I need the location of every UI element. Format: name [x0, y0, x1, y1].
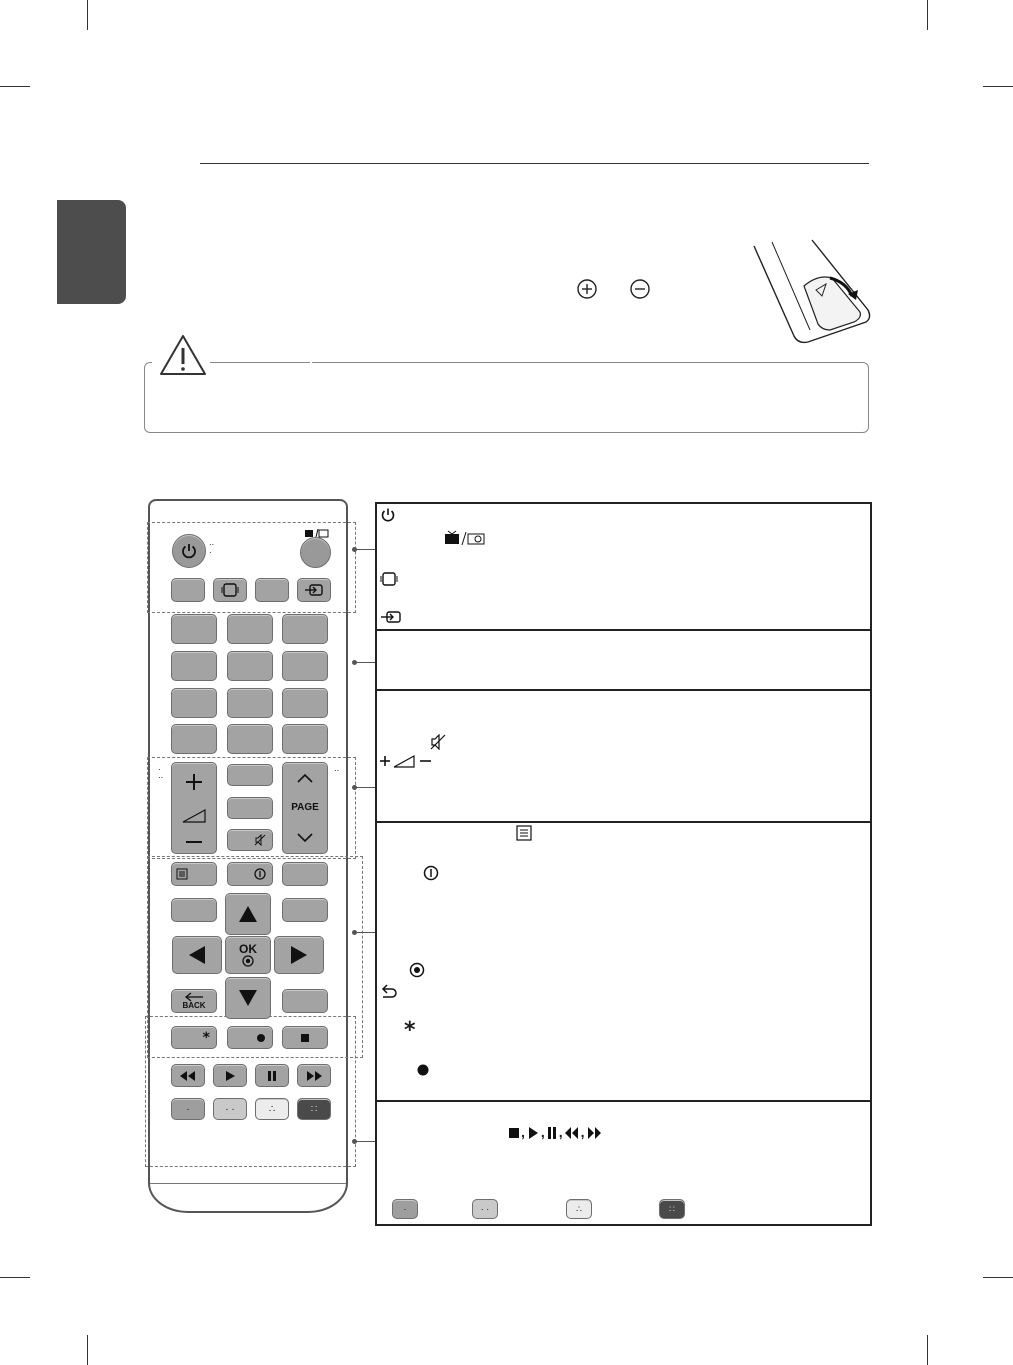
- info-button[interactable]: [227, 862, 273, 886]
- page-dots: ∙∙: [334, 765, 340, 775]
- crop-mark: [927, 1335, 928, 1365]
- rewind-icon: [179, 1070, 197, 1082]
- arrow-right-button[interactable]: [274, 936, 324, 974]
- leader-line: [354, 662, 375, 663]
- power-icon: [380, 507, 396, 523]
- number-button[interactable]: [171, 651, 217, 681]
- tv-radio-button[interactable]: [300, 537, 331, 568]
- arrow-up-button[interactable]: [225, 893, 271, 935]
- input-icon: [380, 610, 402, 624]
- volume-dots: ∙ ∙∙: [158, 764, 164, 782]
- pause-icon: [546, 1126, 558, 1140]
- leader-line: [354, 932, 375, 933]
- crop-mark: [983, 86, 1013, 87]
- teletext-icon: [516, 825, 532, 841]
- minus-icon: [183, 839, 205, 845]
- page-rocker[interactable]: [282, 762, 328, 854]
- crop-mark: [927, 0, 928, 30]
- number-button[interactable]: [227, 688, 273, 718]
- crop-mark: [0, 1277, 30, 1278]
- arrow-left-icon: [187, 944, 207, 966]
- volume-icon: [181, 808, 207, 824]
- pause-icon: [266, 1070, 278, 1082]
- yellow-button[interactable]: ∴: [255, 1098, 289, 1120]
- panel-divider: [375, 689, 872, 691]
- asterisk-icon: *: [404, 1018, 416, 1043]
- panel-divider: [375, 821, 872, 823]
- chevron-up-icon: [295, 772, 315, 784]
- play-button[interactable]: [213, 1064, 247, 1087]
- fast-forward-button[interactable]: [297, 1064, 331, 1087]
- volume-icon: [378, 753, 434, 769]
- language-tab: [57, 200, 126, 304]
- blue-button[interactable]: ∷: [297, 1098, 331, 1120]
- number-button[interactable]: [282, 651, 328, 681]
- number-button[interactable]: [282, 688, 328, 718]
- remote-bottom-line: [150, 1183, 346, 1184]
- back-icon: [380, 984, 398, 998]
- rewind-button[interactable]: [171, 1064, 205, 1087]
- fast-forward-icon: [586, 1126, 602, 1140]
- number-button[interactable]: [282, 614, 328, 644]
- teletext-button[interactable]: [171, 862, 217, 886]
- page-label: PAGE: [291, 802, 319, 814]
- play-icon: [526, 1126, 540, 1140]
- input-button[interactable]: [297, 578, 331, 602]
- leader-dot: [352, 930, 357, 935]
- panel-divider: [375, 1100, 872, 1102]
- mute-icon: [254, 834, 266, 846]
- power-icon: [180, 542, 198, 560]
- number-button[interactable]: [227, 614, 273, 644]
- stop-button[interactable]: [282, 1026, 328, 1049]
- leader-dot: [352, 785, 357, 790]
- media-symbol-list: , , , ,: [508, 1124, 602, 1140]
- mute-icon: [430, 734, 446, 750]
- play-icon: [224, 1070, 236, 1082]
- remote-button-1[interactable]: [171, 578, 205, 602]
- blue-button-legend: ∷: [659, 1199, 685, 1219]
- remote-button-nav-3[interactable]: [282, 862, 328, 886]
- ok-icon: [242, 955, 254, 967]
- leader-line: [354, 549, 375, 550]
- chevron-down-icon: [295, 832, 315, 844]
- fast-forward-icon: [305, 1070, 323, 1082]
- ok-button[interactable]: [225, 936, 271, 974]
- arrow-up-icon: [237, 904, 259, 924]
- description-panel: [375, 502, 872, 1226]
- remote-button-middle-2[interactable]: [227, 797, 273, 819]
- power-dots: ∙∙ ∙: [209, 539, 215, 557]
- header-rule: [200, 163, 869, 164]
- teletext-icon: [176, 868, 188, 880]
- tv-radio-icon: [444, 530, 486, 546]
- pause-button[interactable]: [255, 1064, 289, 1087]
- info-icon: [254, 868, 266, 880]
- remote-button-middle-1[interactable]: [227, 764, 273, 786]
- remote-button-nav-9[interactable]: [282, 989, 328, 1013]
- number-button[interactable]: [282, 724, 328, 754]
- plus-circle-icon: [576, 278, 598, 300]
- input-icon: [304, 583, 324, 597]
- ratio-button[interactable]: [213, 578, 247, 602]
- stop-icon: [300, 1033, 310, 1043]
- leader-line: [354, 1141, 375, 1142]
- ratio-icon: [380, 571, 398, 587]
- crop-mark: [983, 1277, 1013, 1278]
- remote-battery-cover-illustration: [748, 238, 873, 346]
- asterisk-icon: *: [202, 1029, 210, 1046]
- crop-mark: [87, 0, 88, 30]
- ratio-icon: [221, 582, 239, 598]
- green-button-legend: · ·: [472, 1199, 498, 1219]
- panel-divider: [375, 629, 872, 631]
- back-label: BACK: [182, 1001, 206, 1010]
- number-button[interactable]: [171, 688, 217, 718]
- remote-button-3[interactable]: [255, 578, 289, 602]
- arrow-right-icon: [289, 944, 309, 966]
- leader-dot: [352, 547, 357, 552]
- crop-mark: [87, 1335, 88, 1365]
- volume-rocker[interactable]: [171, 762, 217, 854]
- red-button-legend: ·: [392, 1199, 418, 1219]
- leader-dot: [352, 660, 357, 665]
- green-button[interactable]: · ·: [213, 1098, 247, 1120]
- asterisk-button[interactable]: [171, 1026, 217, 1049]
- number-button[interactable]: [171, 724, 217, 754]
- power-button[interactable]: [172, 534, 206, 568]
- arrow-down-icon: [237, 988, 259, 1008]
- yellow-button-legend: ∴: [566, 1199, 592, 1219]
- leader-line: [354, 787, 375, 788]
- arrow-left-button[interactable]: [172, 936, 222, 974]
- mute-button[interactable]: [227, 829, 273, 851]
- plus-icon: [183, 771, 205, 793]
- warning-icon: [158, 333, 208, 377]
- number-button[interactable]: [171, 614, 217, 644]
- record-icon: [416, 1063, 430, 1077]
- rewind-icon: [564, 1126, 580, 1140]
- caution-header-line: [210, 362, 310, 363]
- number-button[interactable]: [227, 724, 273, 754]
- ok-label: OK: [239, 942, 257, 956]
- arrow-down-button[interactable]: [225, 977, 271, 1019]
- info-icon: [423, 865, 439, 881]
- record-button[interactable]: [227, 1026, 273, 1049]
- leader-dot: [352, 1139, 357, 1144]
- red-button[interactable]: ·: [171, 1098, 205, 1120]
- ok-icon: [409, 962, 425, 978]
- number-button[interactable]: [227, 651, 273, 681]
- back-button[interactable]: [171, 989, 217, 1013]
- record-icon: [256, 1033, 266, 1043]
- minus-circle-icon: [629, 278, 651, 300]
- stop-icon: [508, 1126, 520, 1140]
- crop-mark: [0, 86, 30, 87]
